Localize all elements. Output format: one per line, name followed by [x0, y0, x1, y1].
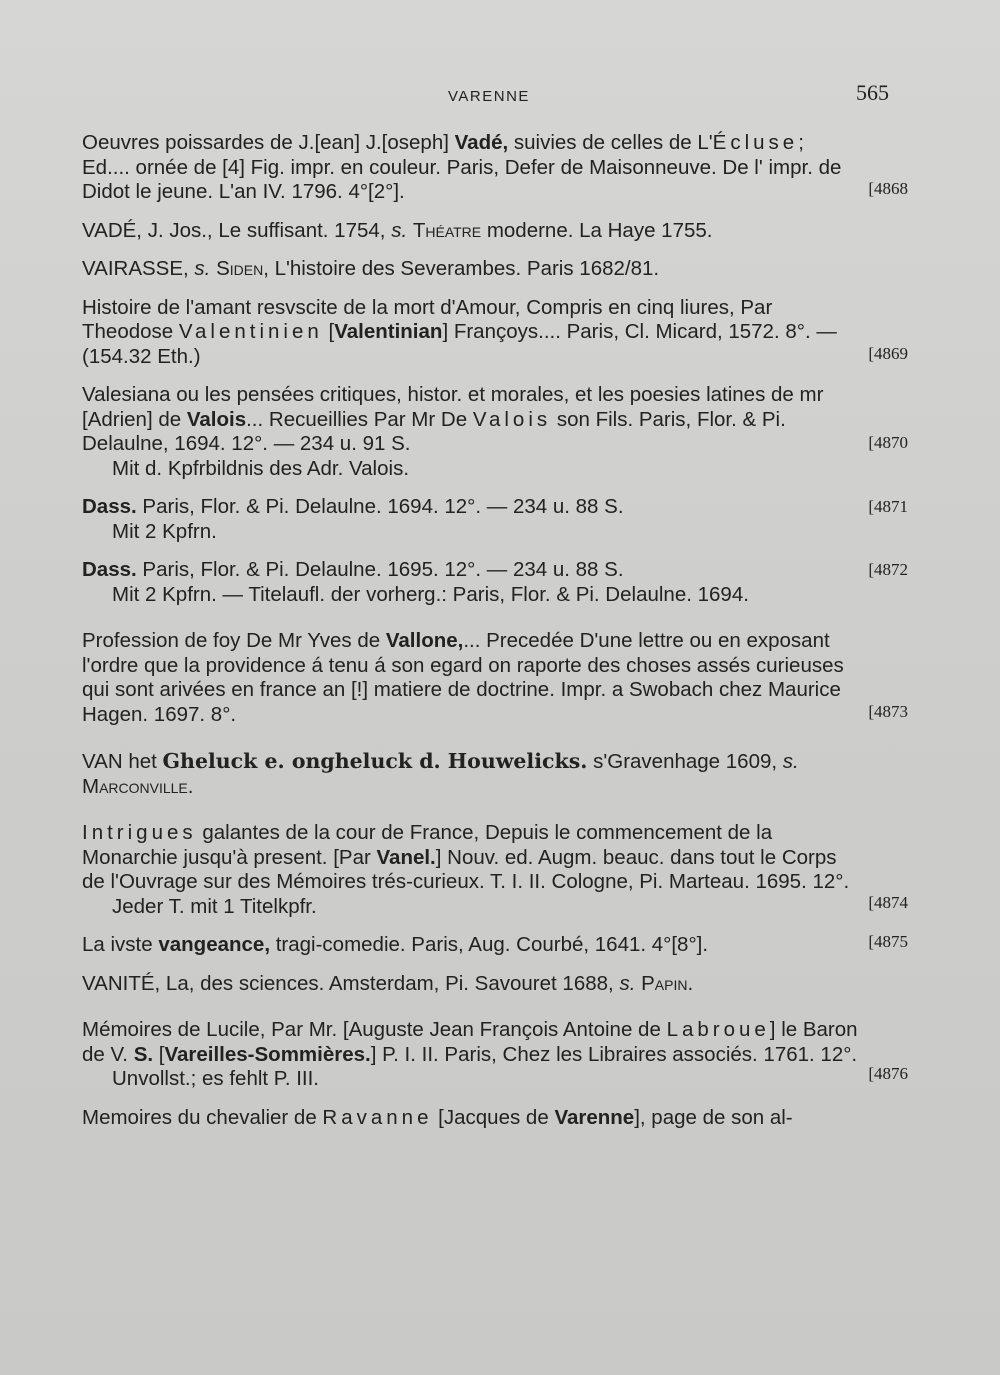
- entry-text: VANITÉ, La, des sciences. Amsterdam, Pi. Savouret 1688, s. Papin.: [82, 971, 694, 995]
- entry-text: VAN het Gheluck e. ongheluck d. Houwelicks. s'Gravenhage 1609, s. Marconville.: [82, 749, 799, 798]
- catalog-entry-4876: [82, 1018, 908, 1092]
- entry-text: Profession de foy De Mr Yves de Vallone,... Precedée D'une lettre ou en exposant l'ordre que la providence á tenu á son egard on raporte des choses assés curieuses qui sont arivées en france an [!] matiere de doctrine. Impr. a Swobach chez Maurice Hagen. 1697. 8°.: [82, 629, 844, 726]
- catalog-entry-4875: [82, 933, 908, 958]
- catalog-entry-4870: [82, 383, 908, 481]
- entry-number: [4870: [868, 433, 908, 452]
- catalog-entry-4869: [82, 296, 908, 370]
- running-head: VARENNE: [448, 88, 530, 105]
- entry-text: VAIRASSE, s. Siden, L'histoire des Severambes. Paris 1682/81.: [82, 257, 660, 280]
- entry-number: [4872: [868, 560, 908, 579]
- page-number: 565: [856, 80, 889, 105]
- entry-text: VADÉ, J. Jos., Le suffisant. 1754, s. Théatre moderne. La Haye 1755.: [82, 218, 713, 242]
- catalog-body: [82, 131, 908, 1144]
- entry-text: Valesiana ou les pensées critiques, histor. et morales, et les poesies latines de mr [Adrien] de Valois... Recueillies Par Mr De Valois son Fils. Paris, Flor. & Pi. Delaulne, 1694. 12°. — 234 u. 91 S.: [82, 383, 824, 455]
- catalog-entry-memoires-chevalier: [82, 1106, 908, 1131]
- entry-note: Mit d. Kpfrbildnis des Adr. Valois.: [112, 456, 410, 480]
- entry-note: Mit 2 Kpfrn.: [112, 519, 217, 543]
- catalog-entry-4873: [82, 629, 908, 727]
- catalog-entry-4868: [82, 131, 908, 205]
- entry-text: Dass. Paris, Flor. & Pi. Delaulne. 1694. 12°. — 234 u. 88 S.: [82, 495, 624, 518]
- catalog-entry-4871: [82, 495, 908, 544]
- catalog-entry-vairasse: [82, 257, 908, 282]
- entry-text: Histoire de l'amant resvscite de la mort d'Amour, Compris en cinq liures, Par Theodose Valentinien [Valentinian] Françoys.... Paris, Cl. Micard, 1572. 8°. — (154.32 Eth.): [82, 295, 837, 368]
- entry-text: Memoires du chevalier de Ravanne [Jacques de Varenne], page de son al-: [82, 1105, 793, 1129]
- catalog-entry-4872: [82, 558, 908, 607]
- catalog-entry-vanite: [82, 972, 908, 997]
- entry-number: [4875: [868, 932, 908, 951]
- entry-note: Unvollst.; es fehlt P. III.: [112, 1067, 319, 1090]
- entry-note: Mit 2 Kpfrn. — Titelaufl. der vorherg.: Paris, Flor. & Pi. Delaulne. 1694.: [112, 582, 749, 606]
- catalog-entry-van-het: [82, 749, 908, 799]
- entry-number: [4876: [868, 1064, 908, 1083]
- catalog-entry-4874: [82, 821, 908, 919]
- entry-number: [4874: [868, 893, 908, 912]
- entry-number: [4873: [868, 701, 908, 721]
- entry-text: Oeuvres poissardes de J.[ean] J.[oseph] Vadé, suivies de celles de L'Écluse; Ed.... ornée de [4] Fig. impr. en couleur. Paris, Defer de Maisonneuve. De l' impr. de Didot le jeune. L'an IV. 1796. 4°[2°].: [82, 131, 842, 203]
- entry-number: [4871: [868, 497, 908, 516]
- entry-note: Jeder T. mit 1 Titelkpfr.: [112, 894, 317, 918]
- entry-text: Dass. Paris, Flor. & Pi. Delaulne. 1695. 12°. — 234 u. 88 S.: [82, 558, 624, 581]
- catalog-entry-vade: [82, 219, 908, 244]
- fraktur-title: Gheluck e. ongheluck d. Houwelicks.: [162, 749, 588, 773]
- entry-number: [4868: [868, 179, 908, 198]
- entry-text: La ivste vangeance, tragi-comedie. Paris, Aug. Courbé, 1641. 4°[8°].: [82, 933, 709, 956]
- entry-number: [4869: [868, 343, 908, 363]
- entry-text: Intrigues galantes de la cour de France, Depuis le commencement de la Monarchie jusqu'à present. [Par Vanel.] Nouv. ed. Augm. beauc. dans tout le Corps de l'Ouvrage sur des Mémoires trés-curieux. T. I. II. Cologne, Pi. Marteau. 1695. 12°.: [82, 821, 850, 893]
- entry-text: Mémoires de Lucile, Par Mr. [Auguste Jean François Antoine de Labroue] le Baron de V. S. [Vareilles-Sommières.] P. I. II. Paris, Chez les Libraires associés. 1761. 12°.: [82, 1018, 858, 1066]
